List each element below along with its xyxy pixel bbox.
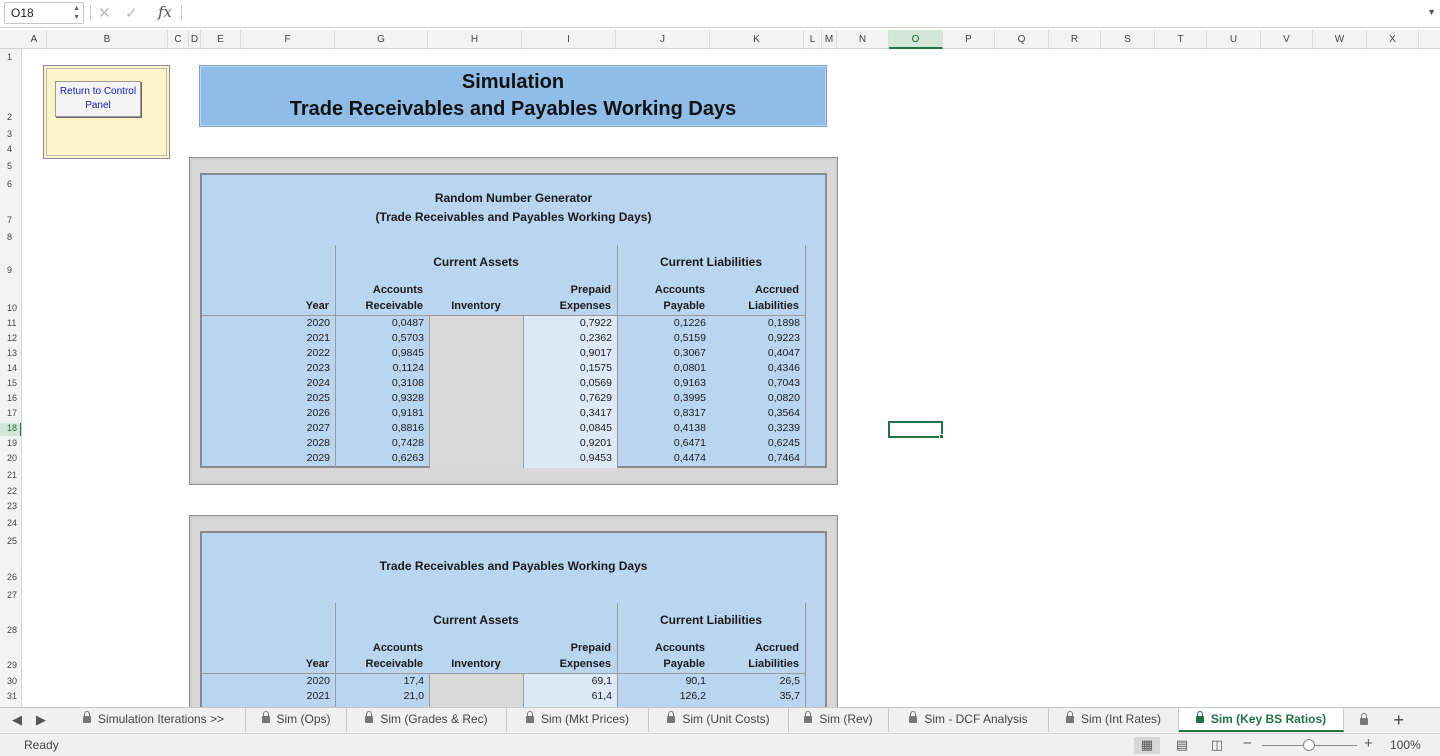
sheet-tab[interactable]	[789, 708, 889, 732]
row-header-22[interactable]: 22	[7, 486, 18, 496]
row-header-14[interactable]: 14	[7, 363, 18, 373]
close-icon[interactable]: ✕	[98, 5, 111, 22]
row-header-15[interactable]: 15	[7, 378, 18, 388]
table-cell[interactable]: 2022	[306, 347, 330, 359]
table-cell[interactable]	[429, 376, 518, 391]
zoom-in-button[interactable]: +	[1364, 735, 1373, 752]
row-header-16[interactable]: 16	[7, 393, 18, 403]
col-header-pp-1: Prepaid	[570, 284, 611, 296]
sheet-tab-label: Sim - DCF Analysis	[924, 712, 1028, 726]
row-header-6[interactable]: 6	[7, 179, 13, 189]
working-days-table	[200, 531, 827, 707]
row-header-28[interactable]: 28	[7, 625, 18, 635]
row-header-9[interactable]: 9	[7, 265, 13, 275]
lock-icon	[262, 715, 270, 724]
row-header-21[interactable]: 21	[7, 470, 18, 480]
table-cell[interactable]: 0,4346	[767, 362, 800, 374]
table-cell[interactable]: 0,4047	[767, 347, 800, 359]
table-cell[interactable]: 0,9163	[673, 377, 706, 389]
row-header-1[interactable]: 1	[7, 52, 13, 62]
sheet-tab[interactable]	[62, 708, 246, 732]
column-header-f[interactable]: F	[241, 30, 335, 49]
table-cell[interactable]: 2023	[306, 362, 330, 374]
row-header-8[interactable]: 8	[7, 232, 13, 242]
table-cell[interactable]: 0,1124	[392, 362, 424, 374]
normal-view-icon[interactable]: ▦	[1134, 737, 1160, 754]
table-cell[interactable]: 2027	[306, 422, 330, 434]
sheet-tab-label: Sim (Rev)	[819, 712, 873, 726]
row-header-25[interactable]: 25	[7, 536, 18, 546]
column-header-h[interactable]: H	[428, 30, 522, 49]
table-cell[interactable]: 2021	[306, 690, 330, 702]
table-cell[interactable]: 0,0820	[767, 392, 800, 404]
sheet-tab[interactable]	[347, 708, 507, 732]
col-header-ar-1: Accounts	[372, 642, 423, 654]
table-cell[interactable]: 0,0569	[579, 377, 612, 389]
table-cell[interactable]: 0,2362	[579, 332, 612, 344]
column-header-q[interactable]: Q	[995, 30, 1049, 49]
lock-icon	[667, 715, 675, 724]
column-header-a[interactable]: A	[22, 30, 47, 49]
row-header-31[interactable]: 31	[7, 691, 18, 701]
row-header-24[interactable]: 24	[7, 518, 18, 528]
sheet-tab-label: Simulation Iterations >>	[97, 712, 225, 726]
lock-icon	[804, 715, 812, 724]
table-cell[interactable]: 0,7629	[579, 392, 612, 404]
table-cell[interactable]: 0,9328	[391, 392, 424, 404]
table-cell[interactable]: 0,9201	[579, 437, 612, 449]
page-layout-view-icon[interactable]: ▤	[1175, 737, 1189, 752]
column-header-m[interactable]: M	[822, 30, 837, 49]
table-cell[interactable]: 2024	[306, 377, 330, 389]
table-cell[interactable]	[429, 361, 518, 376]
row-header-12[interactable]: 12	[7, 333, 18, 343]
table-cell[interactable]: 2028	[306, 437, 330, 449]
row-header-4[interactable]: 4	[7, 144, 13, 154]
table-cell[interactable]: 0,1575	[579, 362, 612, 374]
sheet-tab[interactable]	[889, 708, 1049, 732]
table-cell[interactable]: 35,7	[779, 690, 800, 702]
lock-icon	[1066, 715, 1074, 724]
col-header-ap-1: Accounts	[654, 284, 705, 296]
lock-icon	[909, 715, 917, 724]
zoom-out-button[interactable]: −	[1243, 735, 1252, 752]
col-header-year: Year	[305, 300, 329, 312]
table-cell[interactable]: 0,9181	[391, 407, 424, 419]
control-panel-box	[43, 65, 170, 159]
table1-title-line1: Random Number Generator	[434, 191, 593, 205]
table-cell[interactable]: 0,9453	[579, 452, 612, 464]
table-cell[interactable]: 0,6471	[673, 437, 706, 449]
table-cell[interactable]	[429, 689, 518, 704]
table-cell[interactable]	[429, 436, 518, 451]
check-icon[interactable]: ✓	[125, 5, 138, 22]
table-cell[interactable]: 0,6245	[767, 437, 800, 449]
col-header-al-1: Accrued	[754, 284, 799, 296]
table-cell[interactable]: 21,0	[403, 690, 424, 702]
formula-bar-divider	[90, 5, 91, 21]
col-header-inv: Inventory	[451, 300, 501, 312]
col-header-al-1: Accrued	[754, 642, 799, 654]
table-cell[interactable]: 0,0487	[391, 317, 424, 329]
table-cell[interactable]: 2021	[306, 332, 330, 344]
table-cell[interactable]	[429, 674, 518, 689]
row-header-7[interactable]: 7	[7, 215, 13, 225]
table-cell[interactable]	[429, 316, 518, 331]
col-header-ap-1: Accounts	[654, 642, 705, 654]
col-header-ar-1: Accounts	[372, 284, 423, 296]
add-sheet-button[interactable]: +	[1393, 710, 1404, 730]
column-header-u[interactable]: U	[1207, 30, 1261, 49]
column-header-w[interactable]: W	[1313, 30, 1367, 49]
table-cell[interactable]: 0,0845	[579, 422, 612, 434]
column-header-j[interactable]: J	[616, 30, 710, 49]
lock-icon	[1360, 717, 1368, 726]
column-header-k[interactable]: K	[710, 30, 804, 49]
row-header-5[interactable]: 5	[7, 161, 13, 171]
column-header-n[interactable]: N	[837, 30, 889, 49]
table-cell[interactable]: 0,3995	[673, 392, 706, 404]
table-cell[interactable]: 2025	[306, 392, 330, 404]
table-cell[interactable]: 0,3564	[767, 407, 800, 419]
table-cell[interactable]: 0,4474	[673, 452, 706, 464]
column-header-e[interactable]: E	[201, 30, 241, 49]
worksheet-grid[interactable]	[22, 49, 1440, 707]
current-assets-header: Current Assets	[433, 255, 519, 269]
row-header-29[interactable]: 29	[7, 660, 18, 670]
table-cell[interactable]	[429, 406, 518, 421]
table-cell[interactable]: 2020	[306, 317, 330, 329]
col-header-pp-2: Expenses	[559, 300, 611, 312]
zoom-level[interactable]: 100%	[1390, 738, 1421, 752]
table-cell[interactable]: 0,8816	[391, 422, 424, 434]
sheet-tab-label: Sim (Unit Costs)	[682, 712, 770, 726]
table-cell[interactable]: 0,7464	[767, 452, 800, 464]
table-cell[interactable]: 0,9017	[579, 347, 612, 359]
tab-scroll-right-icon[interactable]: ▶	[36, 712, 46, 727]
name-box[interactable]	[4, 2, 84, 24]
table-cell[interactable]	[429, 391, 518, 406]
table-cell[interactable]: 69,1	[591, 675, 612, 687]
row-header-26[interactable]: 26	[7, 572, 18, 582]
column-header-l[interactable]: L	[804, 30, 822, 49]
table-cell[interactable]	[429, 346, 518, 361]
zoom-slider-thumb[interactable]	[1303, 739, 1315, 751]
fx-icon[interactable]: fx	[158, 3, 173, 21]
table-cell[interactable]: 0,1898	[767, 317, 800, 329]
table-cell[interactable]	[429, 331, 518, 346]
formula-bar-divider	[181, 5, 182, 21]
sheet-tab[interactable]	[246, 708, 347, 732]
table-cell[interactable]: 126,2	[679, 690, 706, 702]
sheet-tab[interactable]	[1049, 708, 1179, 732]
formula-bar	[0, 0, 1440, 28]
table-cell[interactable]: 0,3067	[673, 347, 706, 359]
row-header-3[interactable]: 3	[7, 129, 13, 139]
row-header-2[interactable]: 2	[7, 112, 13, 122]
sheet-tab-label: Sim (Grades & Rec)	[380, 712, 488, 726]
sheet-tab-label: Sim (Mkt Prices)	[541, 712, 629, 726]
row-header-30[interactable]: 30	[7, 676, 18, 686]
chevron-down-icon[interactable]: ▼	[1427, 7, 1436, 17]
table-vline	[805, 603, 806, 707]
sheet-tab[interactable]	[1179, 708, 1344, 732]
row-header-20[interactable]: 20	[7, 453, 18, 463]
col-header-year: Year	[305, 658, 329, 670]
name-box-value: O18	[11, 6, 34, 20]
table-cell[interactable]	[429, 451, 518, 466]
lock-icon	[526, 715, 534, 724]
table-cell[interactable]: 2020	[306, 675, 330, 687]
table-cell[interactable]: 2026	[306, 407, 330, 419]
fill-handle[interactable]	[939, 434, 944, 439]
column-header-r[interactable]: R	[1049, 30, 1101, 49]
col-header-ar-2: Receivable	[365, 658, 423, 670]
current-liabilities-header: Current Liabilities	[659, 255, 763, 269]
col-header-pp-2: Expenses	[559, 658, 611, 670]
table-cell[interactable]: 26,5	[779, 675, 800, 687]
table-cell[interactable]: 0,1226	[673, 317, 706, 329]
col-header-al-2: Liabilities	[748, 300, 799, 312]
table-cell[interactable]: 0,0801	[673, 362, 706, 374]
sheet-tab-bar	[0, 707, 1440, 733]
table-cell[interactable]: 90,1	[685, 675, 706, 687]
table-cell[interactable]: 0,3108	[391, 377, 424, 389]
table-cell[interactable]: 0,7043	[767, 377, 800, 389]
column-header-p[interactable]: P	[943, 30, 995, 49]
table-cell[interactable]: 0,5159	[673, 332, 706, 344]
column-header-c[interactable]: C	[168, 30, 189, 49]
col-header-al-2: Liabilities	[748, 658, 799, 670]
tab-scroll-left-icon[interactable]: ◀	[12, 712, 22, 727]
table2-title-line1: Trade Receivables and Payables Working Days	[379, 559, 648, 573]
sheet-tab-label: Sim (Int Rates)	[1080, 712, 1161, 726]
column-header-v[interactable]: V	[1261, 30, 1313, 49]
column-header-b[interactable]: B	[47, 30, 168, 49]
row-header-bar	[0, 49, 22, 707]
row-header-19[interactable]: 19	[7, 438, 18, 448]
row-header-23[interactable]: 23	[7, 501, 18, 511]
row-header-13[interactable]: 13	[7, 348, 18, 358]
status-bar	[0, 733, 1440, 756]
table-cell[interactable]: 0,9845	[391, 347, 424, 359]
table-cell[interactable]: 0,9223	[767, 332, 800, 344]
column-header-o[interactable]: O	[889, 30, 943, 49]
current-assets-header: Current Assets	[433, 613, 519, 627]
table-cell[interactable]: 0,4138	[673, 422, 706, 434]
table1-title-line2: (Trade Receivables and Payables Working Days)	[375, 210, 652, 224]
table-cell[interactable]: 2029	[306, 452, 330, 464]
selected-cell-o18[interactable]	[888, 421, 943, 438]
working-days-panel	[189, 515, 838, 707]
title-banner	[199, 65, 827, 127]
row-header-17[interactable]: 17	[7, 408, 18, 418]
sheet-tab-label: Sim (Ops)	[276, 712, 331, 726]
col-header-ap-2: Payable	[663, 658, 705, 670]
table-cell[interactable]: 0,7428	[391, 437, 424, 449]
table-cell[interactable]: 0,5703	[391, 332, 424, 344]
row-header-10[interactable]: 10	[7, 303, 18, 313]
sheet-tab[interactable]	[507, 708, 649, 732]
table-cell[interactable]: 17,4	[403, 675, 424, 687]
sheet-tab[interactable]	[649, 708, 789, 732]
column-header-x[interactable]: X	[1367, 30, 1419, 49]
row-header-11[interactable]: 11	[7, 318, 17, 328]
random-number-panel	[189, 157, 838, 485]
column-header-s[interactable]: S	[1101, 30, 1155, 49]
column-header-t[interactable]: T	[1155, 30, 1207, 49]
table-cell[interactable]	[429, 421, 518, 436]
table-cell[interactable]: 0,6263	[391, 452, 424, 464]
lock-icon	[83, 715, 91, 724]
table-cell[interactable]: 0,3239	[767, 422, 800, 434]
table-cell[interactable]: 0,8317	[673, 407, 706, 419]
sheet-tab-label: Sim (Key BS Ratios)	[1210, 712, 1327, 726]
return-to-control-panel-button[interactable]: Return to Control Panel	[55, 81, 141, 117]
column-header-i[interactable]: I	[522, 30, 616, 49]
table-vline	[805, 245, 806, 468]
table-cell[interactable]: 61,4	[591, 690, 612, 702]
table-cell[interactable]: 0,3417	[579, 407, 612, 419]
current-liabilities-header: Current Liabilities	[659, 613, 763, 627]
page-title: Simulation	[461, 71, 565, 93]
row-header-18[interactable]: 18	[0, 423, 22, 436]
col-header-ar-2: Receivable	[365, 300, 423, 312]
random-number-table	[200, 173, 827, 468]
column-header-g[interactable]: G	[335, 30, 428, 49]
row-header-27[interactable]: 27	[7, 590, 18, 600]
column-header-bar	[0, 30, 1440, 49]
lock-icon	[1196, 715, 1204, 724]
page-break-view-icon[interactable]: ◫	[1210, 737, 1224, 752]
status-text: Ready	[24, 738, 59, 752]
col-header-inv: Inventory	[451, 658, 501, 670]
table-cell[interactable]: 0,7922	[579, 317, 612, 329]
col-header-pp-1: Prepaid	[570, 642, 611, 654]
col-header-ap-2: Payable	[663, 300, 705, 312]
lock-icon	[365, 715, 373, 724]
page-subtitle: Trade Receivables and Payables Working Days	[289, 98, 737, 120]
name-box-spinner-icon[interactable]: ▲ ▼	[73, 5, 80, 21]
formula-input[interactable]	[185, 2, 1420, 24]
column-header-d[interactable]: D	[189, 30, 201, 49]
